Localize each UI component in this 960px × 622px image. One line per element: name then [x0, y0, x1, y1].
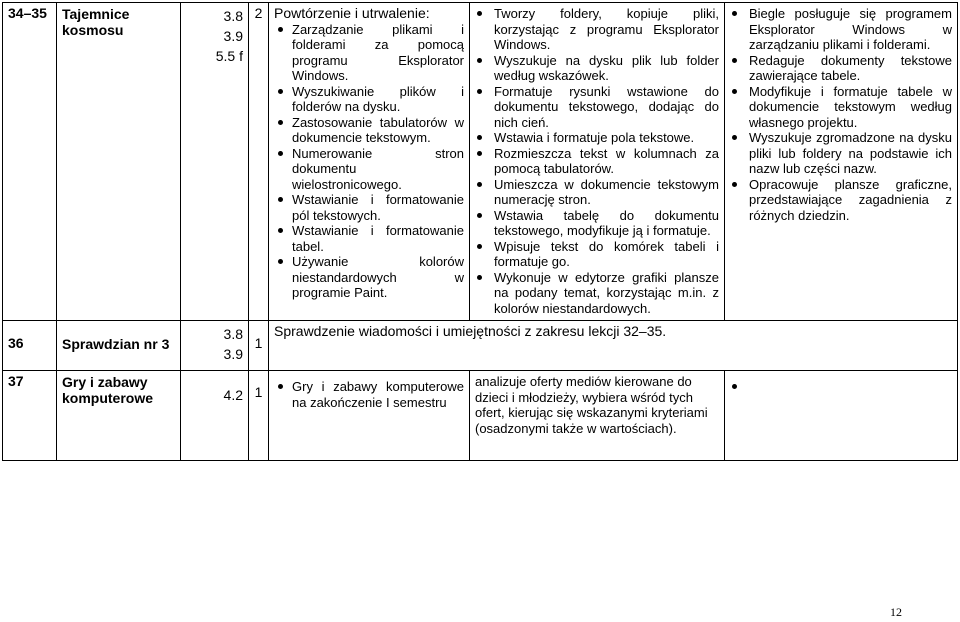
list-item: Wstawianie i formatowanie tabel.: [274, 223, 464, 254]
list-item: Gry i zabawy komputerowe na zakończenie I semestru: [274, 379, 464, 410]
lesson-number: 37: [3, 371, 57, 461]
list-item: Wykonuje w edytorze grafiki plansze na podany temat, korzystając m.in. z kolorów niestandardowych.: [475, 270, 719, 317]
content-heading: Powtórzenie i utrwalenie:: [274, 5, 430, 21]
content-cell: [269, 3, 470, 321]
content-list: [274, 22, 464, 301]
standards-cell: [181, 3, 249, 321]
list-item: Rozmieszcza tekst w kolumnach za pomocą tabulatorów.: [475, 146, 719, 177]
list-item: Modyfikuje i formatuje tabele w dokumencie tekstowym według własnego projektu.: [730, 84, 952, 131]
lesson-number: 34–35: [3, 3, 57, 321]
standard-code: 3.9: [223, 28, 243, 44]
list-item: Wstawia i formatuje pola tekstowe.: [475, 130, 719, 146]
list-item: Umieszcza w dokumencie tekstowym numerację stron.: [475, 177, 719, 208]
extended-requirements-list: [730, 6, 952, 223]
lesson-topic: Sprawdzian nr 3: [57, 321, 181, 371]
list-item: Redaguje dokumenty tekstowe zawierające tabele.: [730, 53, 952, 84]
lesson-topic: Tajemnice kosmosu: [57, 3, 181, 321]
list-item: Zarządzanie plikami i folderami za pomocą programu Eksplorator Windows.: [274, 22, 464, 84]
list-item: Wyszukuje na dysku plik lub folder według wskazówek.: [475, 53, 719, 84]
content-cell: [269, 371, 470, 461]
list-item: Opracowuje plansze graficzne, przedstawiające zagadnienia z różnych dziedzin.: [730, 177, 952, 224]
content-list: [274, 379, 464, 410]
hours-count: 1: [249, 321, 269, 371]
summary-cell: Sprawdzenie wiadomości i umiejętności z zakresu lekcji 32–35.: [269, 321, 958, 371]
extended-requirements-cell: [725, 3, 958, 321]
table-row: [3, 321, 958, 371]
standards-cell: [181, 371, 249, 461]
lesson-topic: Gry i zabawy komputerowe: [57, 371, 181, 461]
list-item: Formatuje rysunki wstawione do dokumentu tekstowego, dodając do nich cień.: [475, 84, 719, 131]
standard-code: 3.8: [223, 8, 243, 24]
hours-count: 1: [249, 371, 269, 461]
standard-code: 3.9: [223, 346, 243, 362]
table-row: [3, 371, 958, 461]
standard-code: 4.2: [223, 387, 243, 403]
list-item: Wpisuje tekst do komórek tabeli i formatuje go.: [475, 239, 719, 270]
curriculum-table: [2, 2, 958, 461]
list-item: Zastosowanie tabulatorów w dokumencie tekstowym.: [274, 115, 464, 146]
standard-code: 5.5 f: [215, 48, 243, 64]
list-item: Tworzy foldery, kopiuje pliki, korzystając z programu Eksplorator Windows.: [475, 6, 719, 53]
lesson-number: 36: [3, 321, 57, 371]
extended-requirements-cell: [725, 371, 958, 461]
list-item: Numerowanie stron dokumentu wielostronicowego.: [274, 146, 464, 193]
basic-requirements-cell: [470, 3, 725, 321]
list-item: Używanie kolorów niestandardowych w programie Paint.: [274, 254, 464, 301]
page-number: 12: [890, 605, 902, 619]
basic-requirements-list: [475, 6, 719, 316]
list-item: Wyszukiwanie plików i folderów na dysku.: [274, 84, 464, 115]
table-row: [3, 3, 958, 321]
hours-count: 2: [249, 3, 269, 321]
list-item: Wstawia tabelę do dokumentu tekstowego, modyfikuje ją i formatuje.: [475, 208, 719, 239]
basic-requirements-cell: analizuje oferty mediów kierowane do dzieci i młodzieży, wybiera wśród tych ofert, kierując się wskazanymi kryteriami (osadzonymi także w wartościach).: [470, 371, 725, 461]
standard-code: 3.8: [223, 326, 243, 342]
list-item: Wstawianie i formatowanie pól tekstowych.: [274, 192, 464, 223]
list-item: Biegle posługuje się programem Eksplorator Windows w zarządzaniu plikami i folderami.: [730, 6, 952, 53]
standards-cell: [181, 321, 249, 371]
list-item: Wyszukuje zgromadzone na dysku pliki lub foldery na podstawie ich nazw lub części nazw.: [730, 130, 952, 177]
